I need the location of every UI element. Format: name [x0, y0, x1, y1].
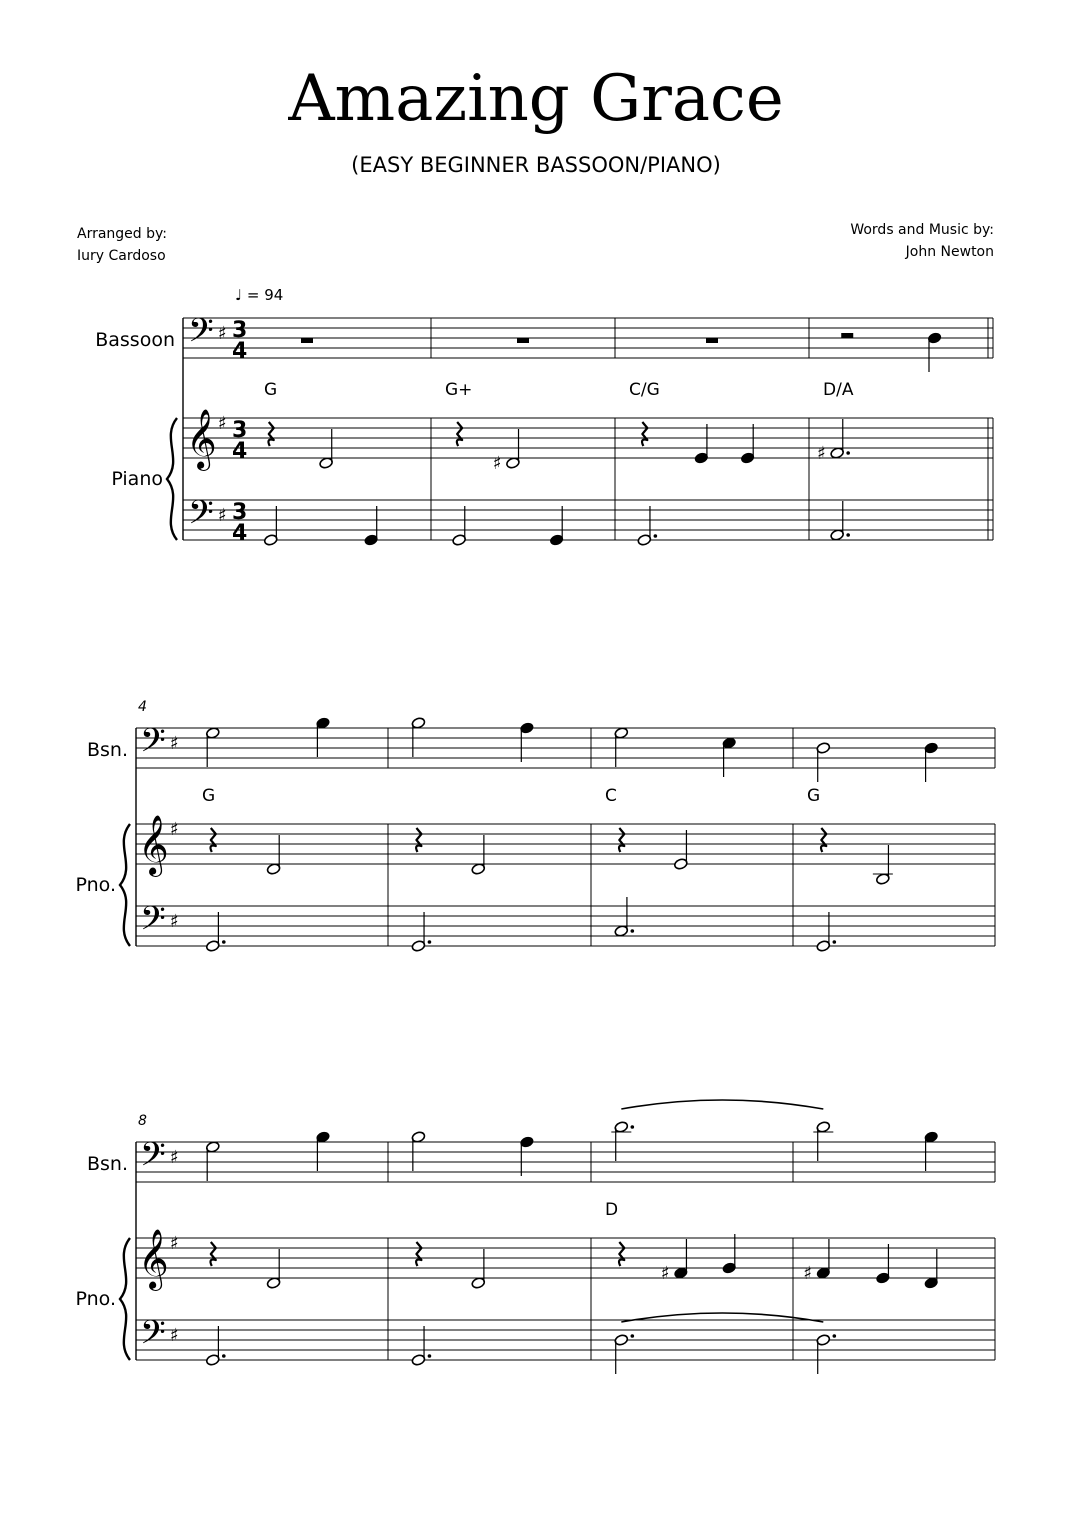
augmentation-dot — [428, 940, 432, 944]
key-signature-sharp: ♯ — [218, 323, 227, 344]
quarter-rest — [416, 828, 421, 852]
key-signature-sharp: ♯ — [218, 505, 227, 526]
piano-brace — [167, 418, 177, 540]
treble-clef-icon: 𝄞 — [138, 1229, 169, 1289]
bass-clef-icon: 𝄢 — [140, 1314, 166, 1360]
time-signature-numerator: 3 — [232, 500, 248, 525]
sharp-accidental: ♯ — [817, 443, 826, 464]
bass-clef-icon: 𝄢 — [140, 722, 166, 768]
quarter-rest — [268, 422, 273, 446]
piano-brace — [120, 824, 130, 946]
augmentation-dot — [846, 533, 850, 537]
bassoon-label: Bsn. — [86, 739, 128, 761]
tie-slur — [621, 1100, 823, 1109]
augmentation-dot — [833, 940, 837, 944]
bass-clef-icon: 𝄢 — [188, 494, 214, 540]
sharp-accidental: ♯ — [803, 1263, 813, 1284]
augmentation-dot — [631, 1334, 635, 1338]
chord-symbol: G — [807, 786, 821, 806]
augmentation-dot — [631, 1125, 635, 1129]
quarter-rest — [821, 828, 826, 852]
key-signature-sharp: ♯ — [170, 819, 179, 840]
arranger-name: Iury Cardoso — [77, 248, 166, 264]
key-signature-sharp: ♯ — [170, 1233, 179, 1254]
bassoon-label: Bsn. — [86, 1153, 128, 1175]
measure-number: 4 — [138, 699, 147, 715]
whole-rest — [301, 338, 313, 343]
arranger-label: Arranged by: — [77, 226, 168, 242]
chord-symbol: G+ — [445, 380, 473, 400]
score-title: Amazing Grace — [288, 62, 784, 136]
chord-symbol: D/A — [823, 380, 854, 400]
augmentation-dot — [222, 1354, 226, 1358]
quarter-rest — [210, 1242, 215, 1266]
whole-rest — [706, 338, 718, 343]
quarter-rest — [457, 422, 462, 446]
score-subtitle: (EASY BEGINNER BASSOON/PIANO) — [351, 153, 721, 177]
key-signature-sharp: ♯ — [170, 733, 179, 754]
chord-symbol: G — [202, 786, 216, 806]
chord-symbol: D — [605, 1200, 619, 1220]
piano-brace — [120, 1238, 130, 1360]
piano-label: Pno. — [75, 874, 116, 896]
augmentation-dot — [428, 1354, 432, 1358]
augmentation-dot — [833, 1334, 837, 1338]
key-signature-sharp: ♯ — [170, 1147, 179, 1168]
piano-label: Pno. — [75, 1288, 116, 1310]
piano-label: Piano — [111, 468, 163, 490]
key-signature-sharp: ♯ — [170, 1325, 179, 1346]
quarter-rest — [642, 422, 647, 446]
time-signature-denominator: 4 — [232, 439, 248, 464]
augmentation-dot — [222, 940, 226, 944]
quarter-note-icon: ♩ — [235, 286, 243, 304]
quarter-rest — [619, 828, 624, 852]
measure-number: 8 — [138, 1113, 147, 1129]
quarter-rest — [416, 1242, 421, 1266]
time-signature-denominator: 4 — [232, 339, 248, 364]
quarter-rest — [619, 1242, 624, 1266]
bass-clef-icon: 𝄢 — [140, 1136, 166, 1182]
augmentation-dot — [631, 929, 635, 933]
treble-clef-icon: 𝄞 — [138, 815, 169, 875]
chord-symbol: C/G — [629, 380, 660, 400]
quarter-rest — [210, 828, 215, 852]
sharp-accidental: ♯ — [492, 453, 502, 474]
augmentation-dot — [846, 451, 850, 455]
bass-clef-icon: 𝄢 — [188, 312, 214, 358]
time-signature-denominator: 4 — [232, 521, 248, 546]
augmentation-dot — [654, 534, 658, 538]
bassoon-label: Bassoon — [95, 329, 175, 351]
chord-symbol: C — [605, 786, 617, 806]
whole-rest — [517, 338, 529, 343]
composer-label: Words and Music by: — [850, 222, 994, 238]
treble-clef-icon: 𝄞 — [186, 409, 217, 469]
time-signature-numerator: 3 — [232, 318, 248, 343]
time-signature-numerator: 3 — [232, 418, 248, 443]
composer-name: John Newton — [905, 244, 994, 260]
sharp-accidental: ♯ — [660, 1263, 670, 1284]
key-signature-sharp: ♯ — [170, 911, 179, 932]
key-signature-sharp: ♯ — [218, 413, 227, 434]
tempo-value: = 94 — [246, 286, 284, 304]
chord-symbol: G — [264, 380, 278, 400]
half-rest — [841, 333, 853, 338]
bass-clef-icon: 𝄢 — [140, 900, 166, 946]
